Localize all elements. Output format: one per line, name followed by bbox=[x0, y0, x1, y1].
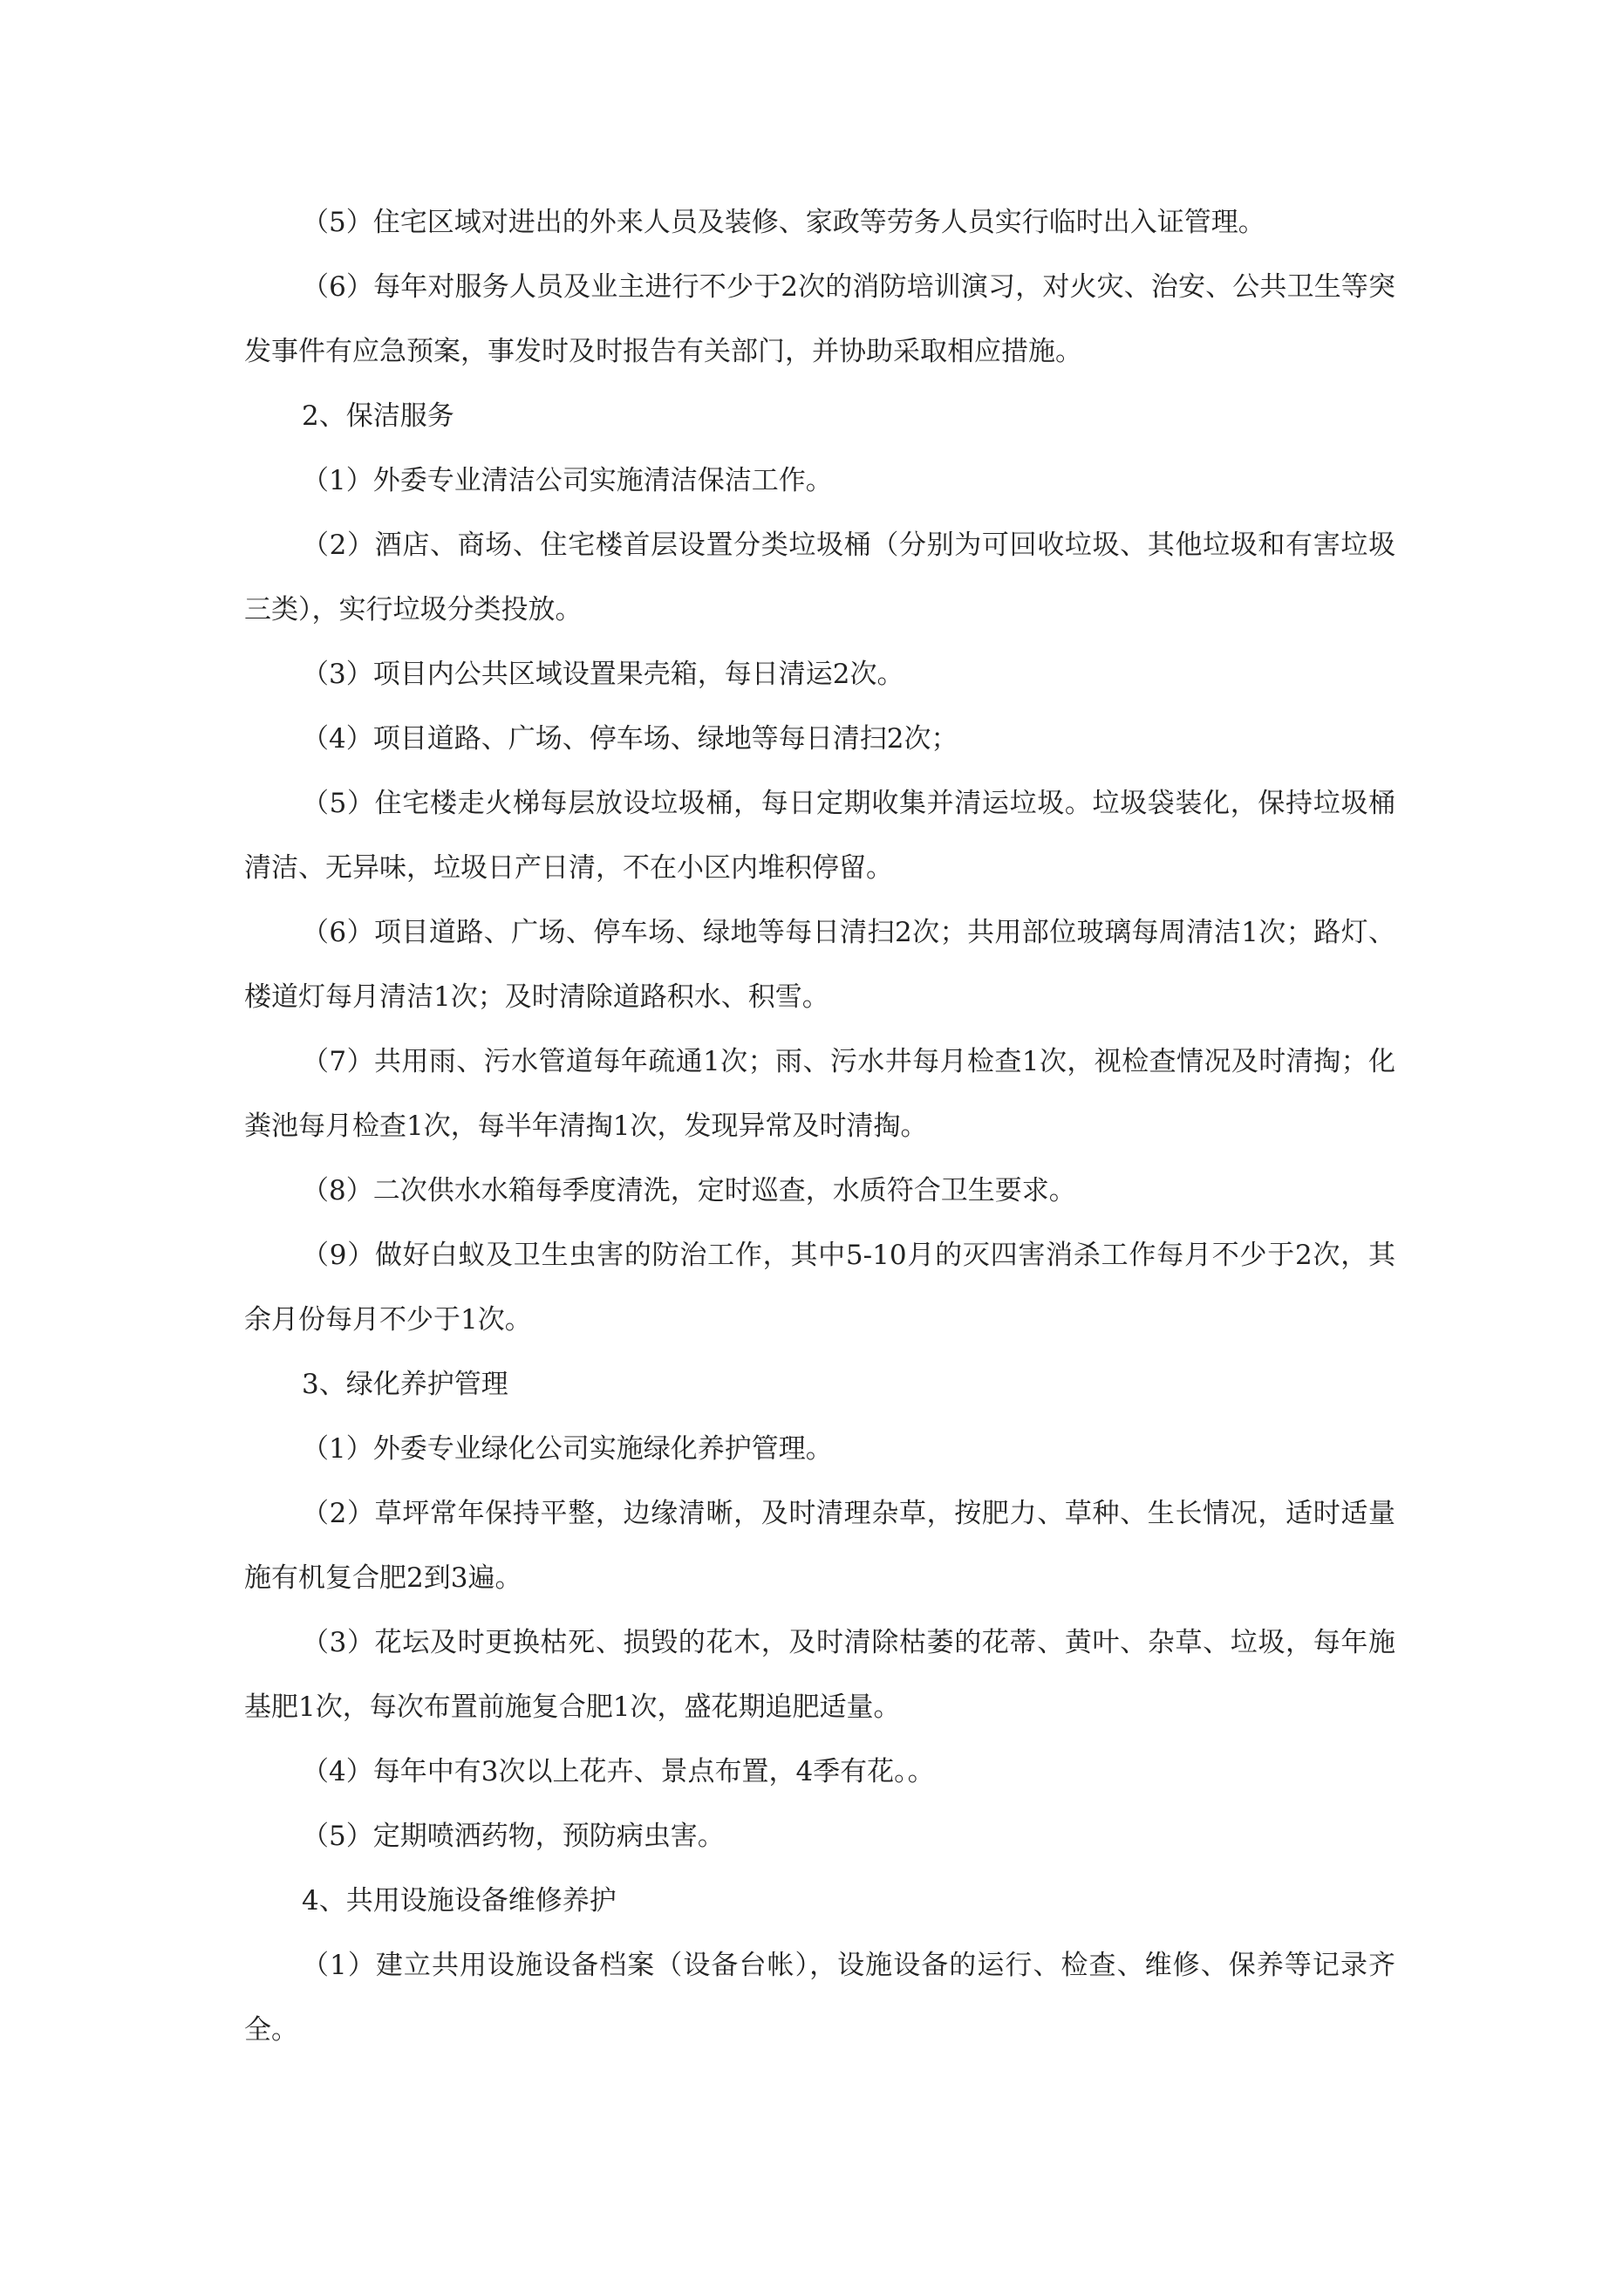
section-heading-greening: 3、绿化养护管理 bbox=[302, 1369, 508, 1400]
paragraph-cleaning-4: （4）项目道路、广场、停车场、绿地等每日清扫2次； bbox=[302, 723, 958, 755]
paragraph-item-6-fire-drill: （6）每年对服务人员及业主进行不少于2次的消防培训演习，对火灾、治安、公共卫生等突发事件有应急预案，事发时及时报告有关部门，并协助采取相应措施。 bbox=[244, 271, 1395, 367]
paragraph-cleaning-8: （8）二次供水水箱每季度清洗，定时巡查，水质符合卫生要求。 bbox=[302, 1175, 1076, 1206]
section-heading-cleaning: 2、保洁服务 bbox=[302, 400, 454, 432]
paragraph-facility-1: （1）建立共用设施设备档案（设备台帐），设施设备的运行、检查、维修、保养等记录齐全。 bbox=[244, 1950, 1395, 2046]
paragraph-greening-3: （3）花坛及时更换枯死、损毁的花木，及时清除枯萎的花蒂、黄叶、杂草、垃圾，每年施基肥1次，每次布置前施复合肥1次，盛花期追肥适量。 bbox=[244, 1627, 1395, 1723]
paragraph-cleaning-1: （1）外委专业清洁公司实施清洁保洁工作。 bbox=[302, 465, 833, 496]
paragraph-cleaning-6: （6）项目道路、广场、停车场、绿地等每日清扫2次；共用部位玻璃每周清洁1次；路灯、楼道灯每月清洁1次；及时清除道路积水、积雪。 bbox=[244, 917, 1395, 1013]
document-body bbox=[244, 190, 1395, 2062]
paragraph-cleaning-7: （7）共用雨、污水管道每年疏通1次；雨、污水井每月检查1次，视检查情况及时清掏；化粪池每月检查1次，每半年清掏1次，发现异常及时清掏。 bbox=[244, 1046, 1395, 1142]
paragraph-greening-5: （5）定期喷洒药物，预防病虫害。 bbox=[302, 1821, 725, 1852]
section-heading-facility-maintenance: 4、共用设施设备维修养护 bbox=[302, 1885, 617, 1917]
paragraph-cleaning-2: （2）酒店、商场、住宅楼首层设置分类垃圾桶（分别为可回收垃圾、其他垃圾和有害垃圾三类），实行垃圾分类投放。 bbox=[244, 530, 1395, 625]
paragraph-item-5-pass-management: （5）住宅区域对进出的外来人员及装修、家政等劳务人员实行临时出入证管理。 bbox=[302, 207, 1265, 238]
paragraph-greening-1: （1）外委专业绿化公司实施绿化养护管理。 bbox=[302, 1433, 833, 1465]
paragraph-cleaning-5: （5）住宅楼走火梯每层放设垃圾桶，每日定期收集并清运垃圾。垃圾袋装化，保持垃圾桶清洁、无异味，垃圾日产日清，不在小区内堆积停留。 bbox=[244, 788, 1395, 884]
paragraph-greening-4: （4）每年中有3次以上花卉、景点布置，4季有花。。 bbox=[302, 1756, 935, 1787]
paragraph-cleaning-9: （9）做好白蚁及卫生虫害的防治工作，其中5-10月的灭四害消杀工作每月不少于2次，其余月份每月不少于1次。 bbox=[244, 1240, 1395, 1336]
paragraph-cleaning-3: （3）项目内公共区域设置果壳箱，每日清运2次。 bbox=[302, 659, 904, 690]
paragraph-greening-2: （2）草坪常年保持平整，边缘清晰，及时清理杂草，按肥力、草种、生长情况，适时适量施有机复合肥2到3遍。 bbox=[244, 1498, 1395, 1594]
